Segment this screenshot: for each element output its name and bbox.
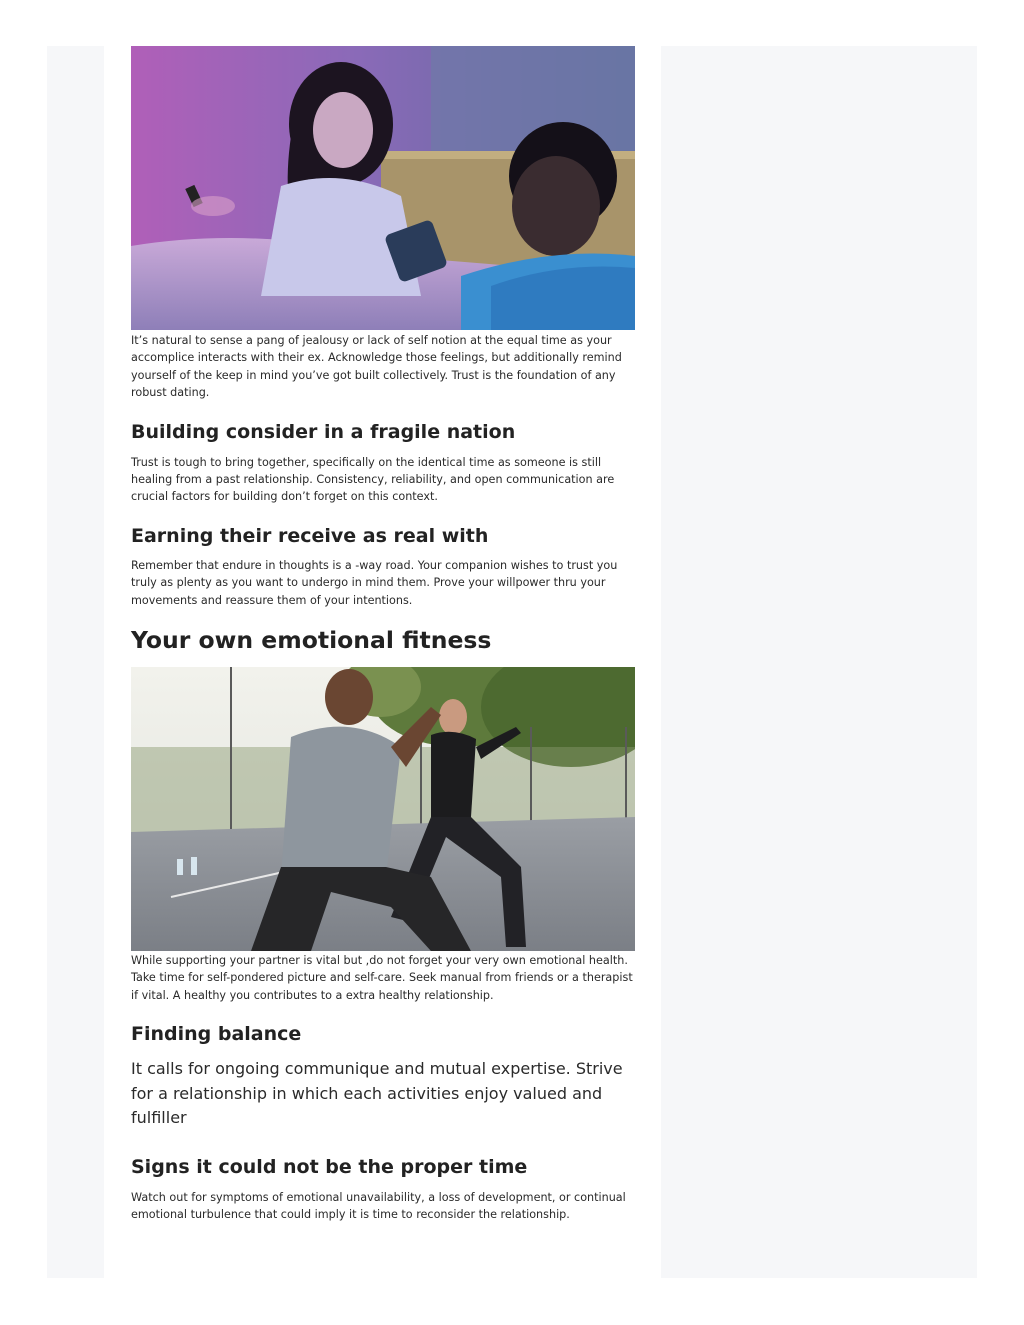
couple-exercising-image bbox=[131, 667, 635, 951]
paragraph-trust: Trust is tough to bring together, specifically on the identical time as someone is still healing from a past relationship. Consistency, reliability, and open communication are crucial factors for building don’t forget on this context. bbox=[131, 455, 615, 504]
sidebar bbox=[661, 46, 977, 1278]
couple-in-bed-image bbox=[131, 46, 635, 330]
paragraph-jealousy: It’s natural to sense a pang of jealousy or lack of self notion at the equal time as your accomplice interacts with their ex. Acknowledge those feelings, but additionally remind yourself of the keep in mind you’ve got built collectively. Trust is the foundation of any robust dating. bbox=[131, 334, 622, 400]
paragraph-emotional-health: While supporting your partner is vital but ,do not forget your very own emotional health. Take time for self-pondered picture and self-care. Seek manual from friends or a therapist if vital. A healthy you contributes to a extra healthy relationship. bbox=[131, 954, 633, 1002]
heading-earning-trust: Earning their receive as real with bbox=[131, 524, 489, 547]
paragraph-signs: Watch out for symptoms of emotional unavailability, a loss of development, or continual emotional turbulence that could imply it is time to reconsider the relationship. bbox=[131, 1190, 626, 1222]
couple-exercising-illustration bbox=[131, 667, 635, 951]
heading-signs-wrong-time: Signs it could not be the proper time bbox=[131, 1155, 528, 1178]
article-body bbox=[131, 46, 635, 1224]
paragraph-balance: It calls for ongoing communique and mutual expertise. Strive for a relationship in which each activities enjoy valued and fulfiller bbox=[131, 1059, 623, 1128]
heading-finding-balance: Finding balance bbox=[131, 1023, 302, 1046]
paragraph-two-way-road: Remember that endure in thoughts is a -way road. Your companion wishes to trust you truly as plenty as you want to undergo in mind them. Prove your willpower thru your movements and reassure them of your intentions. bbox=[131, 558, 618, 607]
heading-building-trust: Building consider in a fragile nation bbox=[131, 420, 516, 443]
left-gutter bbox=[47, 46, 104, 1278]
heading-emotional-fitness: Your own emotional fitness bbox=[131, 626, 492, 655]
couple-in-bed-illustration bbox=[131, 46, 635, 330]
